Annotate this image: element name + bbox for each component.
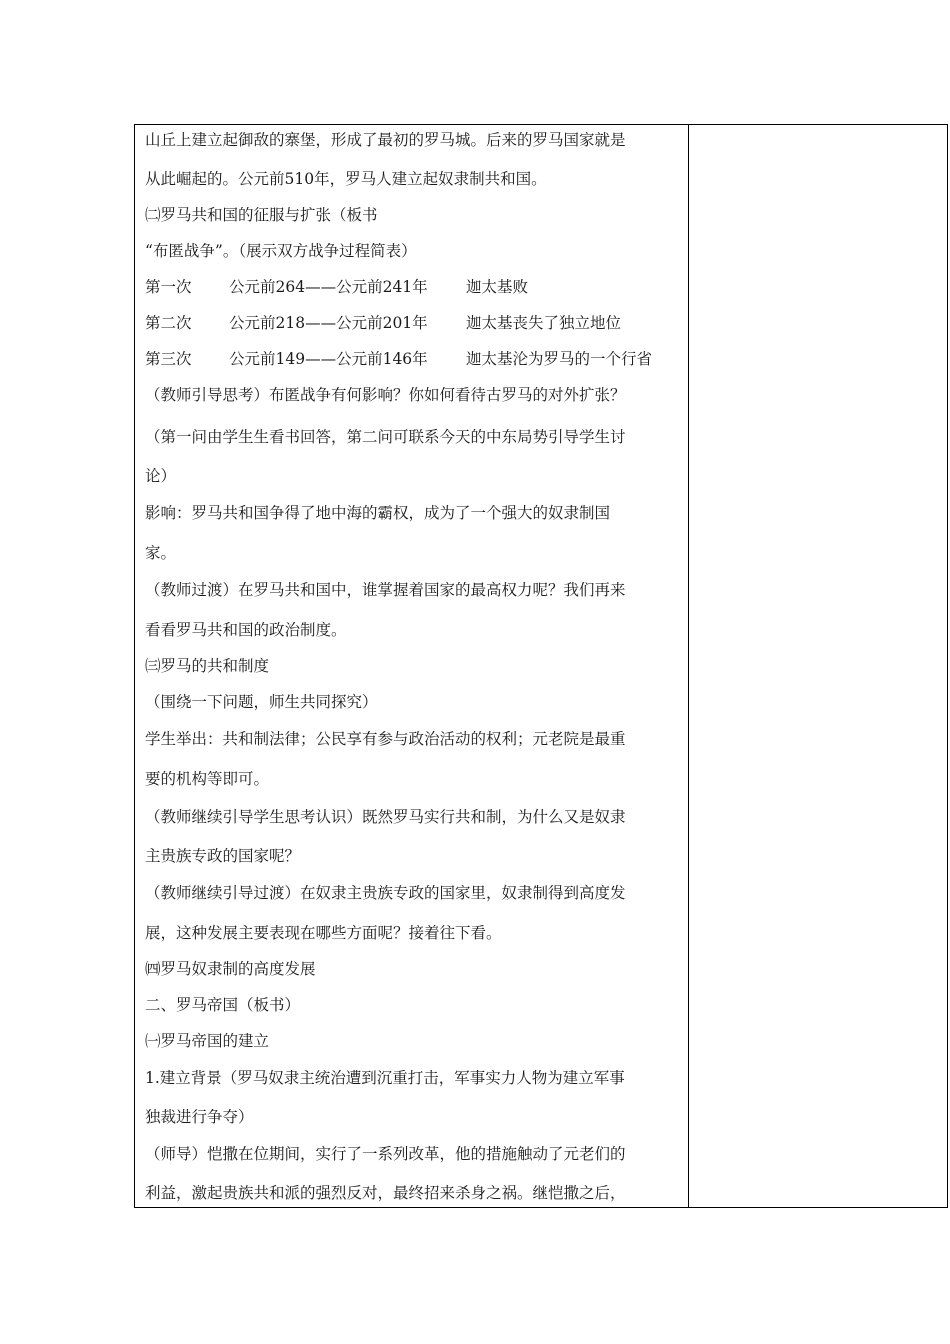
war-period: 公元前264——公元前241年 (229, 278, 428, 296)
war-result: 迦太基败 (466, 278, 529, 296)
text-line: 从此崛起的。公元前510年，罗马人建立起奴隶制共和国。 (145, 170, 547, 188)
text-line: （教师过渡）在罗马共和国中，谁掌握着国家的最高权力呢？我们再来 (145, 581, 626, 599)
text-line: 利益，激起贵族共和派的强烈反对，最终招来杀身之祸。继恺撒之后， (145, 1184, 626, 1202)
text-line: 二、罗马帝国（板书） (145, 996, 301, 1014)
text-line: 主贵族专政的国家呢？ (145, 847, 301, 865)
text-line: （师导）恺撒在位期间，实行了一系列改革，他的措施触动了元老们的 (145, 1145, 626, 1163)
text-line: （教师继续引导学生思考认识）既然罗马实行共和制，为什么又是奴隶 (145, 808, 626, 826)
war-result: 迦太基沦为罗马的一个行省 (466, 350, 653, 368)
text-line: （第一问由学生生看书回答，第二问可联系今天的中东局势引导学生讨 (145, 428, 626, 446)
lesson-table (134, 124, 948, 1208)
text-line: （教师引导思考）布匿战争有何影响？你如何看待古罗马的对外扩张？ (145, 386, 626, 404)
war-result: 迦太基丧失了独立地位 (466, 314, 622, 332)
text-line: 家。 (145, 544, 177, 562)
war-order: 第一次 (145, 278, 192, 296)
war-order: 第三次 (145, 350, 192, 368)
text-line: 要的机构等即可。 (145, 770, 270, 788)
text-line: ㈠罗马帝国的建立 (145, 1032, 270, 1050)
text-line: 看看罗马共和国的政治制度。 (145, 621, 347, 639)
war-period: 公元前218——公元前201年 (229, 314, 428, 332)
war-period: 公元前149——公元前146年 (229, 350, 428, 368)
text-line: 学生举出：共和制法律；公民享有参与政治活动的权利；元老院是最重 (145, 730, 626, 748)
content-column (135, 125, 688, 1207)
text-line: 论） (145, 467, 177, 485)
text-line: （教师继续引导过渡）在奴隶主贵族专政的国家里，奴隶制得到高度发 (145, 884, 626, 902)
text-line: “布匿战争”。（展示双方战争过程简表） (145, 242, 417, 260)
text-line: ㈣罗马奴隶制的高度发展 (145, 960, 316, 978)
text-line: 展，这种发展主要表现在哪些方面呢？接着往下看。 (145, 924, 502, 942)
text-line: ㈢罗马的共和制度 (145, 657, 270, 675)
text-line: 山丘上建立起御敌的寨堡，形成了最初的罗马城。后来的罗马国家就是 (145, 131, 626, 149)
text-line: 1.建立背景（罗马奴隶主统治遭到沉重打击，军事实力人物为建立军事 (145, 1069, 625, 1087)
war-order: 第二次 (145, 314, 192, 332)
text-line: 影响：罗马共和国争得了地中海的霸权，成为了一个强大的奴隶制国 (145, 504, 611, 522)
text-line: ㈡罗马共和国的征服与扩张（板书 (145, 206, 378, 224)
column-divider (688, 125, 689, 1207)
text-line: （围绕一下问题，师生共同探究） (145, 693, 378, 711)
text-line: 独裁进行争夺） (145, 1108, 254, 1126)
